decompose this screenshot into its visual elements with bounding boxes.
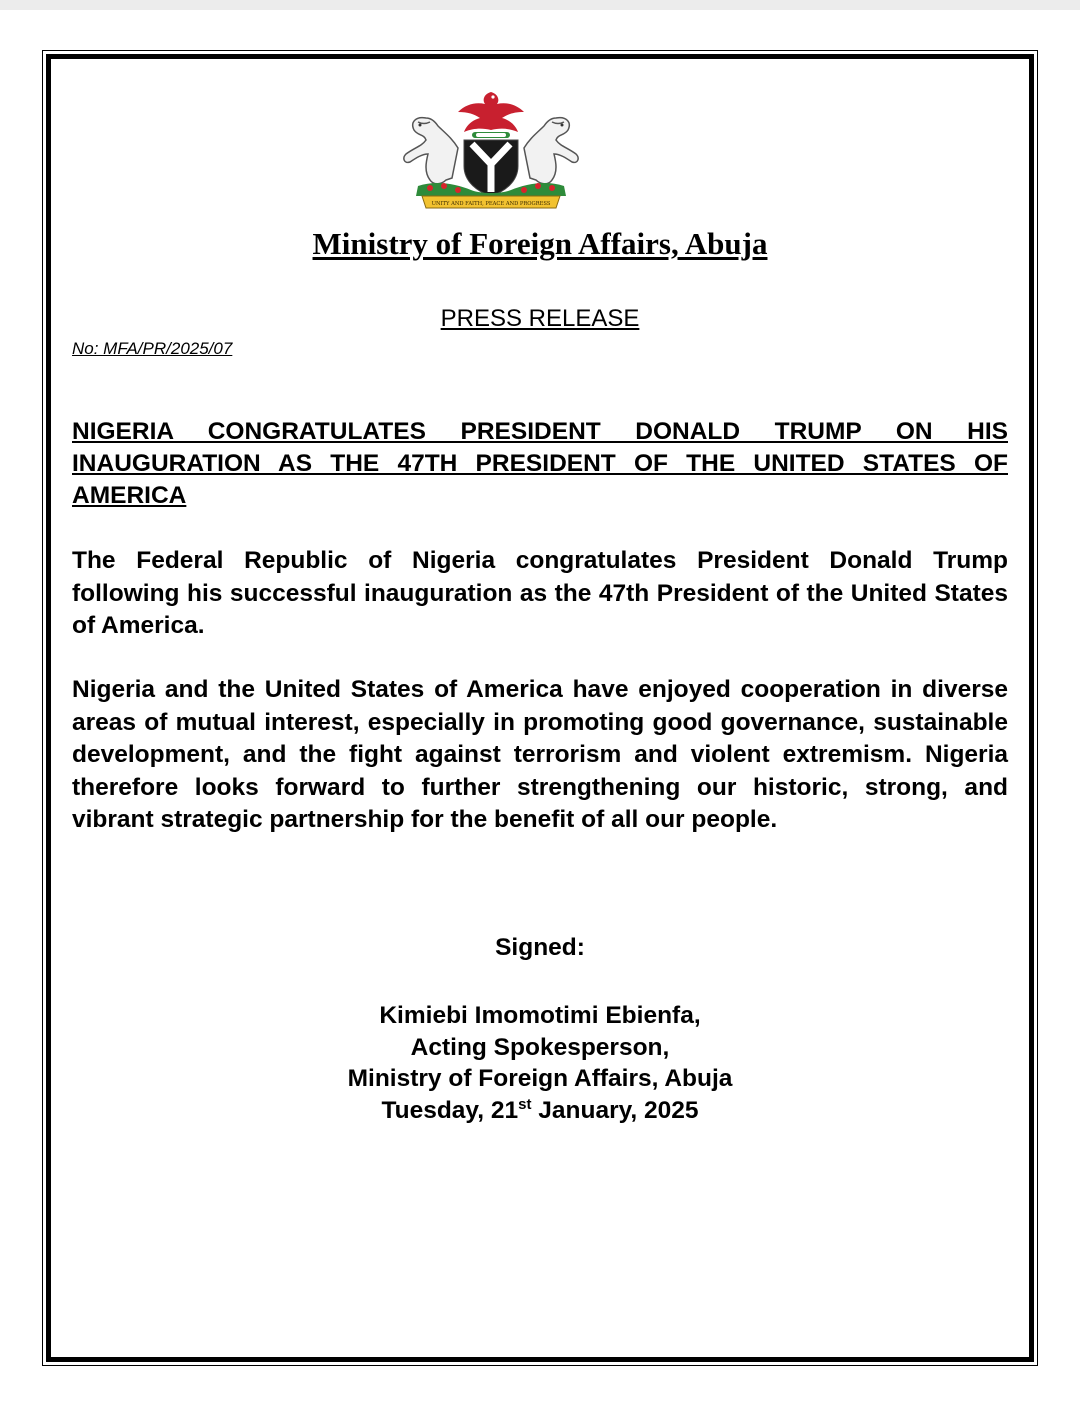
press-release-label: PRESS RELEASE	[440, 305, 640, 332]
date-rest: January, 2025	[531, 1096, 699, 1124]
ministry-title: Ministry of Foreign Affairs, Abuja	[312, 226, 768, 261]
body-paragraph-1: The Federal Republic of Nigeria congratulates President Donald Trump following his successful inauguration as the 47th President of the United States of America.	[72, 547, 1008, 639]
headline: NIGERIA CONGRATULATES PRESIDENT DONALD TRUMP ON HIS INAUGURATION AS THE 47TH PRESIDENT OF THE UNITED STATES OF AMERICA	[72, 418, 1008, 509]
signatory-office: Ministry of Foreign Affairs, Abuja	[347, 1065, 733, 1092]
date-ordinal: st	[518, 1095, 532, 1113]
crest-motto-text: UNITY AND FAITH, PEACE AND PROGRESS	[431, 201, 551, 207]
release-date	[0, 1095, 1080, 1127]
shield-icon	[464, 140, 518, 196]
nigerian-coat-of-arms-icon	[396, 88, 586, 214]
signed-label: Signed:	[495, 934, 585, 961]
signatory-title: Acting Spokesperson,	[410, 1033, 670, 1061]
motto-banner-icon	[422, 196, 560, 208]
signatory-name: Kimiebi Imomotimi Ebienfa,	[379, 1002, 701, 1029]
left-horse-icon	[404, 118, 458, 184]
reference-number: No: MFA/PR/2025/07	[72, 339, 233, 358]
body-paragraph-2: Nigeria and the United States of America have enjoyed cooperation in diverse areas of mutual interest, especially in promoting good governance, sustainable development, and the fight against terrorism and violent extremism. Nigeria therefore looks forward to further strengthening our historic, strong, and vibrant strategic partnership for the benefit of all our people.	[72, 676, 1008, 833]
top-strip	[0, 0, 1080, 10]
date-prefix: Tuesday, 21	[381, 1096, 519, 1124]
right-horse-icon	[524, 118, 578, 184]
signature-block	[0, 1000, 1080, 1126]
eagle-icon	[458, 92, 524, 138]
